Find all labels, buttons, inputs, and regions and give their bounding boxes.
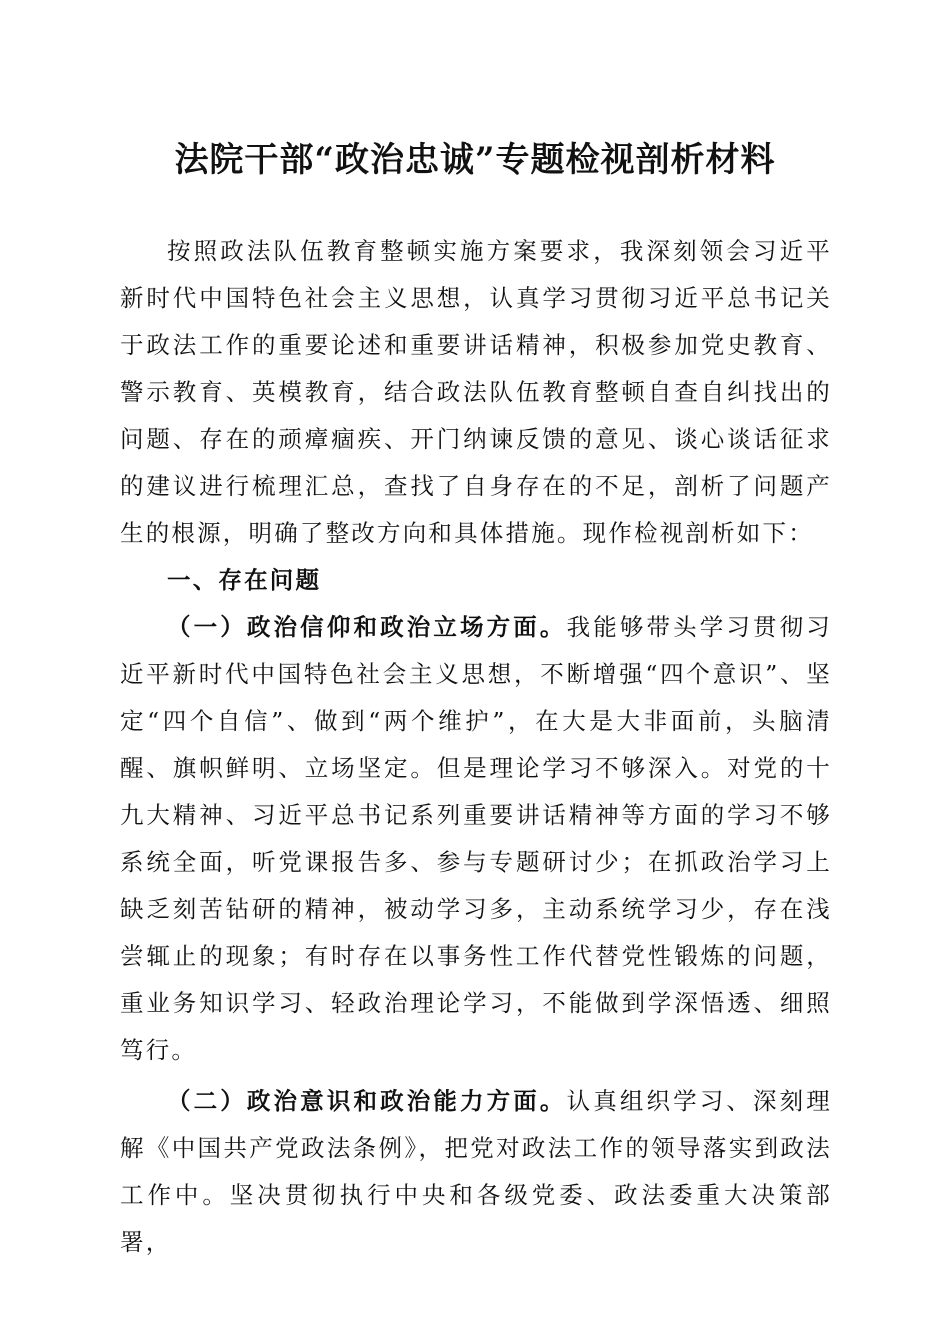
problem-1-text: 我能够带头学习贯彻习近平新时代中国特色社会主义思想，不断增强“四个意识”、坚定“四个自信”、做到“两个维护”，在大是大非面前，头脑清醒、旗帜鲜明、立场坚定。但是理论学习不够深入。对党的十九大精神、习近平总书记系列重要讲话精神等方面的学习不够系统全面，听党课报告多、参与专题研讨少；在抓政治学习上缺乏刻苦钻研的精神，被动学习多，主动系统学习少，存在浅尝辄止的现象；有时存在以事务性工作代替党性锻炼的问题，重业务知识学习、轻政治理论学习，不能做到学深悟透、细照笃行。 bbox=[120, 613, 832, 1064]
intro-paragraph: 按照政法队伍教育整顿实施方案要求，我深刻领会习近平新时代中国特色社会主义思想，认真学习贯彻习近平总书记关于政法工作的重要论述和重要讲话精神，积极参加党史教育、警示教育、英模教育，结合政法队伍教育整顿自查自纠找出的问题、存在的顽瘴痼疾、开门纳谏反馈的意见、谈心谈话征求的建议进行梳理汇总，查找了自身存在的不足，剖析了问题产生的根源，明确了整改方向和具体措施。现作检视剖析如下： bbox=[120, 237, 832, 547]
problem-2-lead: （二）政治意识和政治能力方面。 bbox=[167, 1087, 567, 1115]
section-heading-problems: 一、存在问题 bbox=[167, 566, 322, 594]
problem-2-text: 认真组织学习、深刻理解《中国共产党政法条例》，把党对政法工作的领导落实到政法工作中。坚决贯彻执行中央和各级党委、政法委重大决策部署， bbox=[120, 1087, 832, 1256]
document-title: 法院干部“政治忠诚”专题检视剖析材料 bbox=[174, 140, 776, 180]
problem-paragraph-2 bbox=[120, 1078, 832, 1266]
problem-1-lead: （一）政治信仰和政治立场方面。 bbox=[167, 613, 567, 641]
problem-paragraph-1 bbox=[120, 604, 832, 1074]
document-body bbox=[120, 228, 832, 1266]
